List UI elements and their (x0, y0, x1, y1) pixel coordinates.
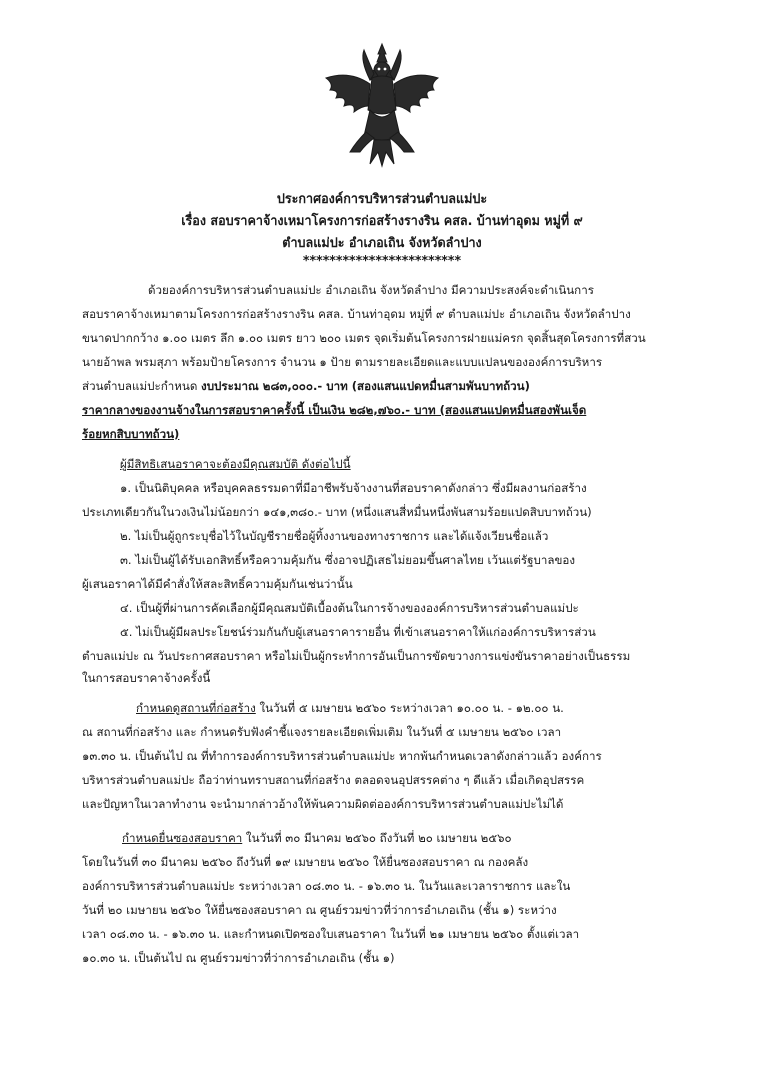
qualification-3-line-1: ๓. ไม่เป็นผู้ได้รับเอกสิทธิ์หรือความคุ้มกัน ซึ่งอาจปฏิเสธไม่ยอมขึ้นศาลไทย เว้นแต่รัฐบาลของ (120, 553, 576, 567)
announcement-location: ตำบลแม่ปะ อำเภอเถิน จังหวัดลำปาง (282, 236, 482, 251)
announcement-title: ประกาศองค์การบริหารส่วนตำบลแม่ปะ (276, 192, 488, 207)
site-visit-line-2: ณ สถานที่ก่อสร้าง และ กำหนดรับฟังคำชี้แจงรายละเอียดเพิ่มเติม ในวันที่ ๕ เมษายน ๒๕๖๐ เวลา (82, 725, 562, 739)
site-visit-label: กำหนดดูสถานที่ก่อสร้าง (136, 701, 256, 715)
qualification-1-line-2: ประเภทเดียวกันในวงเงินไม่น้อยกว่า ๑๔๑,๓๘๐.- บาท (หนึ่งแสนสี่หมื่นหนึ่งพันสามร้อยแปดสิบบาทถ้วน) (82, 505, 592, 519)
garuda-emblem-icon (320, 40, 444, 168)
qualification-4: ๔. เป็นผู้ที่ผ่านการคัดเลือกผู้มีคุณสมบัติเบื้องต้นในการจ้างขององค์การบริหารส่วนตำบลแม่ปะ (120, 601, 579, 615)
site-visit-line-4: บริหารส่วนตำบลแม่ปะ ถือว่าท่านทราบสถานที่ก่อสร้าง ตลอดจนอุปสรรคต่าง ๆ ดีแล้ว เมื่อเกิดอุปสรรค (82, 773, 585, 787)
intro-line-5 (82, 378, 530, 394)
submission-label: กำหนดยื่นซองสอบราคา (122, 831, 243, 845)
submission-line-4: วันที่ ๒๐ เมษายน ๒๕๖๐ ให้ยื่นซองสอบราคา ณ ศูนย์รวมข่าวที่ว่าการอำเภอเถิน (ชั้น ๑) ระหว่าง (82, 903, 557, 917)
median-price-line-1: ราคากลางของงานจ้างในการสอบราคาครั้งนี้ เป็นเงิน ๒๘๒,๗๖๐.- บาท (สองแสนแปดหมื่นสองพันเจ็ด (82, 403, 587, 417)
intro-line-2: สอบราคาจ้างเหมาตามโครงการก่อสร้างรางริน คสล. บ้านท่าอุดม หมู่ที่ ๙ ตำบลแม่ปะ อำเภอเถิน จังหวัดลำปาง (82, 307, 631, 321)
budget-amount: งบประมาณ ๒๘๓,๐๐๐.- บาท (สองแสนแปดหมื่นสามพันบาทถ้วน) (201, 379, 530, 393)
intro-line-1: ด้วยองค์การบริหารส่วนตำบลแม่ปะ อำเภอเถิน จังหวัดลำปาง มีความประสงค์จะดำเนินการ (148, 283, 594, 297)
site-visit-line-3: ๑๓.๓๐ น. เป็นต้นไป ณ ที่ทำการองค์การบริหารส่วนตำบลแม่ปะ หากพ้นกำหนดเวลาดังกล่าวแล้ว องค์การ (82, 749, 602, 763)
submission-period: ในวันที่ ๓๐ มีนาคม ๒๕๖๐ ถึงวันที่ ๒๐ เมษายน ๒๕๖๐ (242, 831, 512, 845)
header-divider: ************************ (302, 254, 462, 269)
qualification-5-line-2: ตำบลแม่ปะ ณ วันประกาศสอบราคา หรือไม่เป็นผู้กระทำการอันเป็นการขัดขวางการแข่งขันราคาอย่างเป็นธรรม (82, 649, 631, 663)
announcement-subject: เรื่อง สอบราคาจ้างเหมาโครงการก่อสร้างรางริน คสล. บ้านท่าอุดม หมู่ที่ ๙ (181, 214, 583, 229)
qualifications-title: ผู้มีสิทธิเสนอราคาจะต้องมีคุณสมบัติ ดังต่อไปนี้ (120, 457, 351, 471)
site-visit-date: ในวันที่ ๕ เมษายน ๒๕๖๐ ระหว่างเวลา ๑๐.๐๐ น. - ๑๒.๐๐ น. (255, 701, 564, 715)
intro-line-5-text: ส่วนตำบลแม่ปะกำหนด (82, 379, 202, 393)
qualification-1-line-1: ๑. เป็นนิติบุคคล หรือบุคคลธรรมดาที่มีอาชีพรับจ้างงานที่สอบราคาดังกล่าว ซึ่งมีผลงานก่อสร้าง (120, 481, 587, 495)
submission-line-2: โดยในวันที่ ๓๐ มีนาคม ๒๕๖๐ ถึงวันที่ ๑๙ เมษายน ๒๕๖๐ ให้ยื่นซองสอบราคา ณ กองคลัง (82, 855, 529, 869)
qualification-3-line-2: ผู้เสนอราคาได้มีคำสั่งให้สละสิทธิ์ความคุ้มกันเช่นว่านั้น (82, 577, 353, 591)
qualification-2: ๒. ไม่เป็นผู้ถูกระบุชื่อไว้ในบัญชีรายชื่อผู้ทิ้งงานของทางราชการ และได้แจ้งเวียนชื่อแล้ว (120, 529, 549, 543)
submission-line-5: เวลา ๐๘.๓๐ น. - ๑๖.๓๐ น. และกำหนดเปิดซองใบเสนอราคา ในวันที่ ๒๑ เมษายน ๒๕๖๐ ตั้งแต่เวลา (82, 927, 580, 941)
site-visit-line-1 (136, 700, 564, 716)
intro-line-3: ขนาดปากกว้าง ๑.๐๐ เมตร ลึก ๑.๐๐ เมตร ยาว ๒๐๐ เมตร จุดเริ่มต้นโครงการฝายแม่ครก จุดสิ้นสุดโครงการที่สวน (82, 331, 646, 345)
qualification-5-line-1: ๕. ไม่เป็นผู้มีผลประโยชน์ร่วมกันกับผู้เสนอราคารายอื่น ที่เข้าเสนอราคาให้แก่องค์การบริหารส่วน (120, 625, 596, 639)
median-price-line-2: ร้อยหกสิบบาทถ้วน) (82, 427, 180, 441)
submission-line-1 (122, 830, 512, 846)
intro-line-4: นายอ้าพล พรมสุภา พร้อมป้ายโครงการ จำนวน ๑ ป้าย ตามรายละเอียดและแบบแปลนขององค์การบริหาร (82, 355, 603, 369)
submission-line-6: ๑๐.๓๐ น. เป็นต้นไป ณ ศูนย์รวมข่าวที่ว่าการอำเภอเถิน (ชั้น ๑) (82, 951, 395, 965)
submission-line-3: องค์การบริหารส่วนตำบลแม่ปะ ระหว่างเวลา ๐๘.๓๐ น. - ๑๖.๓๐ น. ในวันและเวลาราชการ และใน (82, 879, 571, 893)
site-visit-line-5: และปัญหาในเวลาทำงาน จะนำมากล่าวอ้างให้พ้นความผิดต่อองค์การบริหารส่วนตำบลแม่ปะไม่ได้ (82, 797, 564, 811)
qualification-5-line-3: ในการสอบราคาจ้างครั้งนี้ (82, 671, 211, 685)
